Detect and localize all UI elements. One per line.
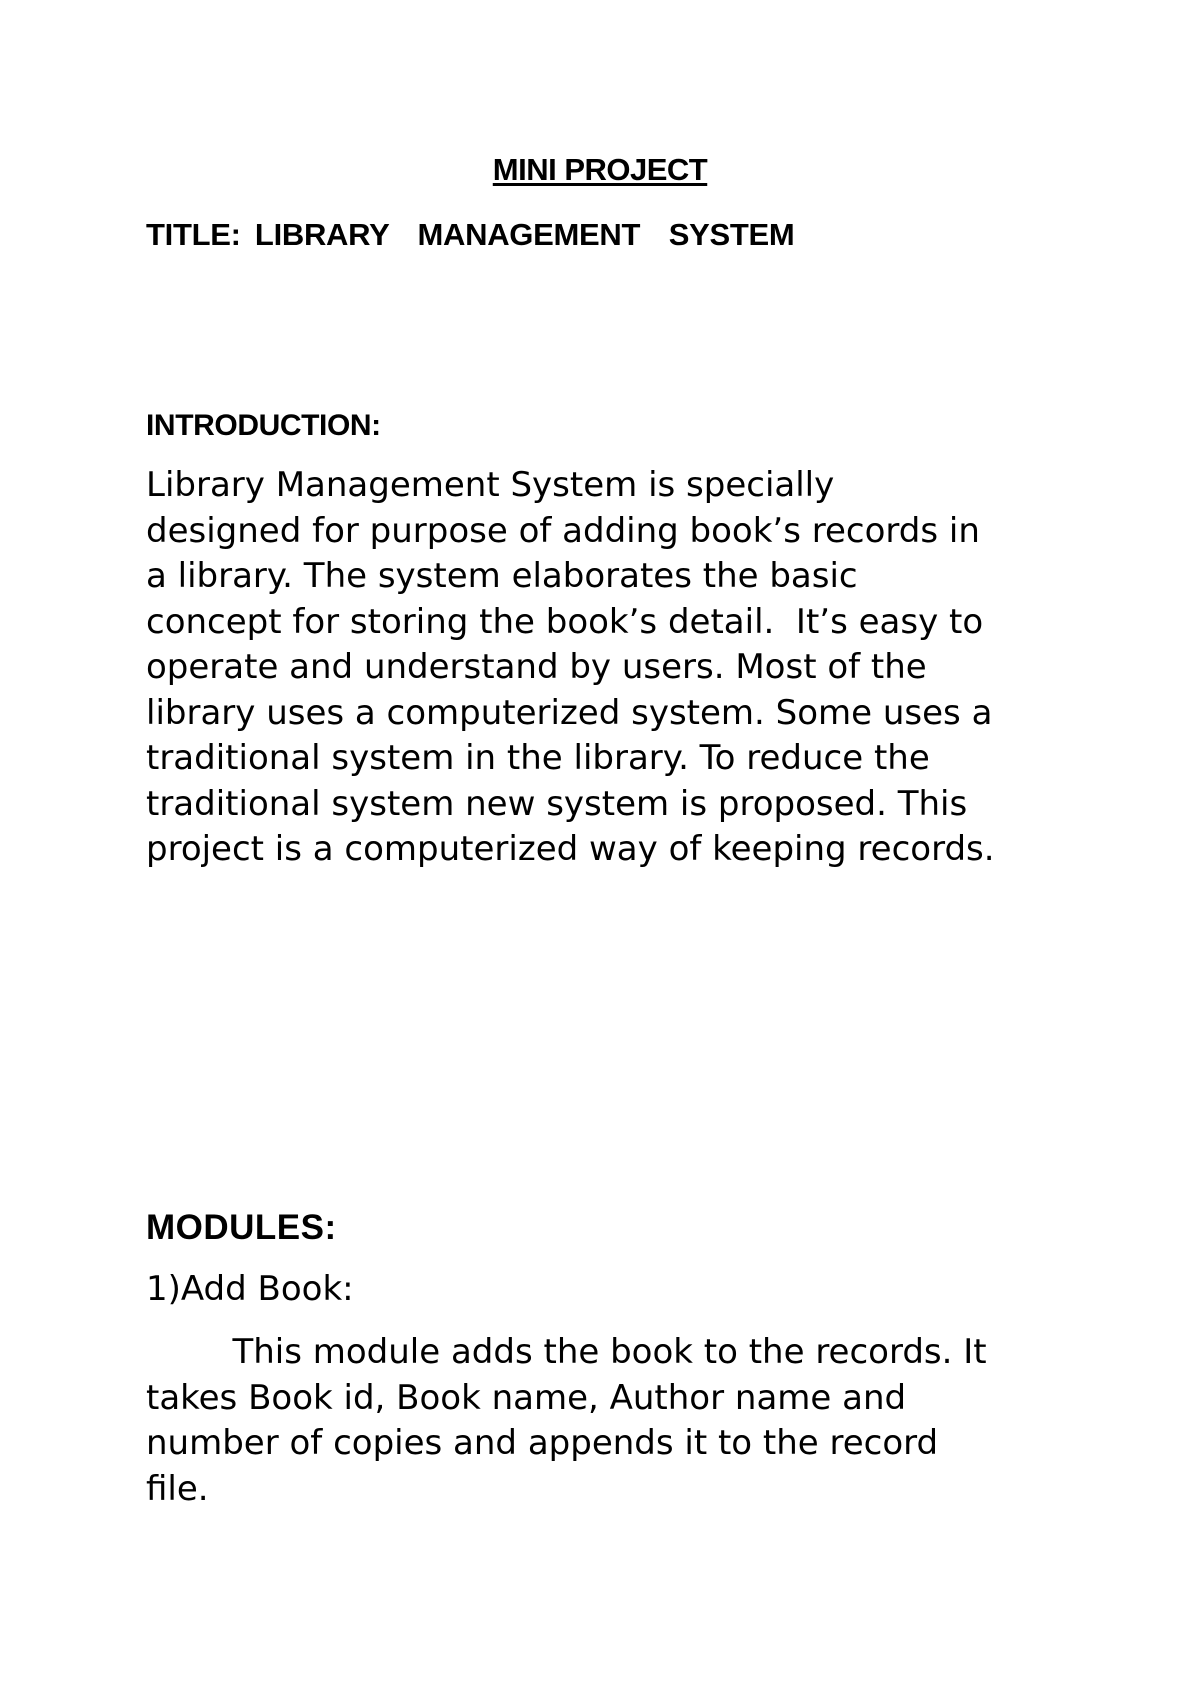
description-line: number of copies and appends it to the record [146, 1423, 939, 1463]
description-line: This module adds the book to the records. It [146, 1332, 987, 1372]
description-line: takes Book id, Book name, Author name and [146, 1377, 907, 1418]
paragraph-line: operate and understand by users. Most of the [146, 647, 927, 687]
paragraph-line: library uses a computerized system. Some uses a [146, 692, 993, 733]
introduction-paragraph [146, 463, 1086, 873]
paragraph-line: traditional system new system is proposed. This [146, 783, 968, 824]
document-heading: MINI PROJECT [492, 152, 708, 187]
modules-heading: MODULES: [146, 1208, 337, 1247]
module-title: 1)Add Book: [146, 1269, 354, 1309]
paragraph-line: Library Management System is specially [146, 465, 835, 505]
document-title: TITLE: LIBRARY MANAGEMENT SYSTEM [146, 217, 795, 252]
module-description [146, 1330, 1086, 1512]
paragraph-line: traditional system in the library. To reduce the [146, 738, 930, 778]
paragraph-line: concept for storing the book’s detail. It’s easy to [146, 601, 984, 642]
paragraph-line: designed for purpose of adding book’s records in [146, 510, 980, 551]
paragraph-line: project is a computerized way of keeping records. [146, 829, 995, 869]
paragraph-line: a library. The system elaborates the basic [146, 556, 858, 596]
introduction-heading: INTRODUCTION: [146, 409, 381, 442]
description-line: file. [146, 1468, 209, 1509]
